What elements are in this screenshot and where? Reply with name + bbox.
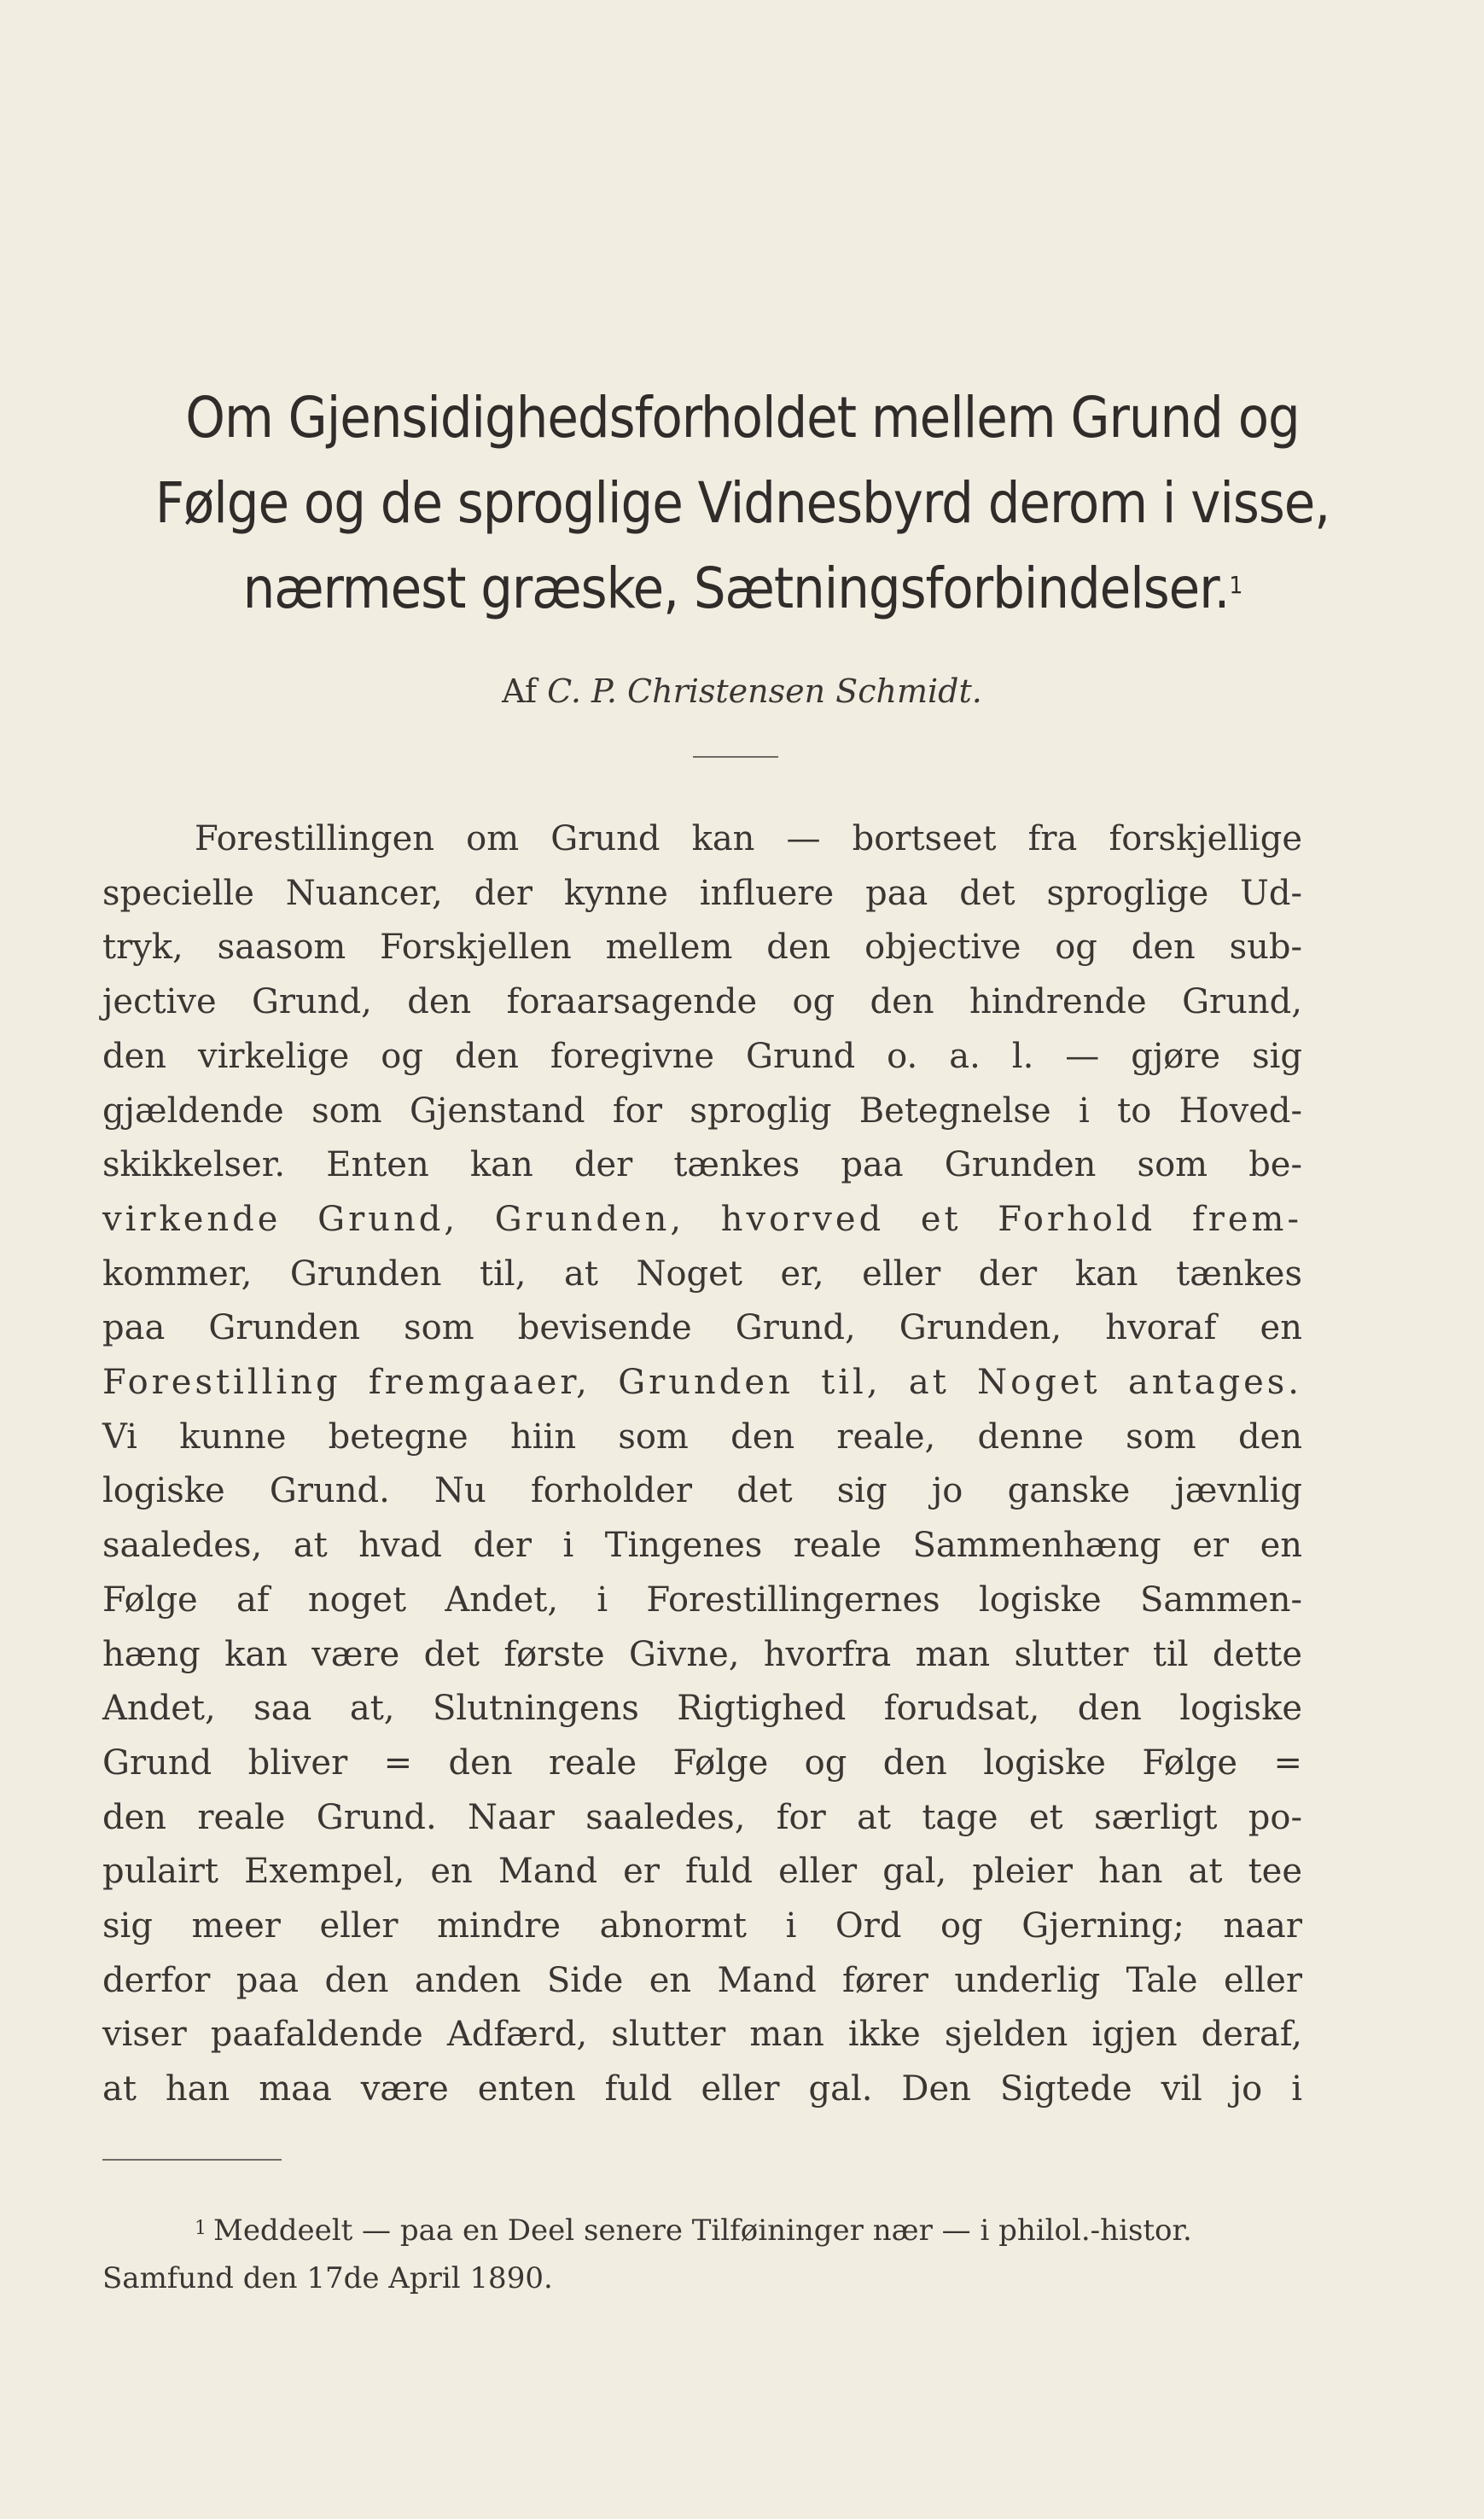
body-line: Forestilling fremgaaer, Grunden til, at Noget antages. bbox=[102, 1363, 1302, 1403]
title-line: Følge og de sproglige Vidnesbyrd derom i visse, bbox=[154, 470, 1330, 536]
article-title bbox=[102, 375, 1382, 631]
title-line: Om Gjensidighedsforholdet mellem Grund og bbox=[185, 385, 1300, 451]
body-line: Forestillingen om Grund kan — bortseet fra forskjellige bbox=[195, 819, 1302, 858]
body-line: viser paafaldende Adfærd, slutter man ikke sjelden igjen deraf, bbox=[102, 2015, 1302, 2055]
body-line: virkende Grund, Grunden, hvorved et Forhold frem- bbox=[102, 1199, 1302, 1239]
byline bbox=[0, 666, 1484, 717]
title-line bbox=[102, 546, 1382, 631]
body-line: derfor paa den anden Side en Mand fører underlig Tale eller bbox=[102, 1960, 1302, 2000]
title-divider bbox=[693, 756, 778, 758]
body-line: logiske Grund. Nu forholder det sig jo ganske jævnlig bbox=[102, 1471, 1302, 1511]
body-line: pulairt Exempel, en Mand er fuld eller gal, pleier han at tee bbox=[102, 1852, 1302, 1892]
title-line-text: nærmest græske, Sætningsforbindelser. bbox=[242, 556, 1230, 621]
byline-prefix: Af bbox=[502, 672, 538, 710]
author-name: C. P. Christensen Schmidt. bbox=[547, 672, 982, 710]
footnote-line bbox=[102, 2207, 1302, 2254]
body-line: saaledes, at hvad der i Tingenes reale Sammenhæng er en bbox=[102, 1526, 1302, 1566]
body-line: specielle Nuancer, der kynne influere paa det sproglige Ud- bbox=[102, 873, 1302, 913]
body-text bbox=[102, 812, 1302, 2117]
body-line: Følge af noget Andet, i Forestillingernes logiske Sammen- bbox=[102, 1579, 1302, 1620]
footnote-line: Samfund den 17de April 1890. bbox=[102, 2261, 553, 2295]
footnote bbox=[102, 2207, 1302, 2302]
body-line: kommer, Grunden til, at Noget er, eller der kan tænkes bbox=[102, 1254, 1302, 1294]
body-line: Andet, saa at, Slutningens Rigtighed forudsat, den logiske bbox=[102, 1689, 1302, 1729]
title-footnote-marker: 1 bbox=[1229, 571, 1242, 599]
body-line: den virkelige og den foregivne Grund o. a. l. — gjøre sig bbox=[102, 1036, 1302, 1076]
body-line: at han maa være enten fuld eller gal. Den Sigtede vil jo i bbox=[102, 2069, 1302, 2109]
body-line: skikkelser. Enten kan der tænkes paa Grunden som be- bbox=[102, 1145, 1302, 1185]
body-line: Grund bliver = den reale Følge og den logiske Følge = bbox=[102, 1742, 1302, 1783]
body-line: hæng kan være det første Givne, hvorfra man slutter til dette bbox=[102, 1634, 1302, 1674]
body-line: tryk, saasom Forskjellen mellem den objective og den sub- bbox=[102, 928, 1302, 968]
body-line: jective Grund, den foraarsagende og den hindrende Grund, bbox=[102, 982, 1302, 1022]
footnote-divider bbox=[102, 2159, 282, 2161]
body-line: paa Grunden som bevisende Grund, Grunden, hvoraf en bbox=[102, 1308, 1302, 1348]
body-line: gjældende som Gjenstand for sproglig Betegnelse i to Hoved- bbox=[102, 1091, 1302, 1131]
body-line: Vi kunne betegne hiin som den reale, denne som den bbox=[102, 1417, 1302, 1457]
body-line: sig meer eller mindre abnormt i Ord og Gjerning; naar bbox=[102, 1906, 1302, 1946]
footnote-marker: 1 bbox=[195, 2218, 207, 2239]
footnote-text: Meddeelt — paa en Deel senere Tilføininger nær — i philol.-histor. bbox=[213, 2214, 1192, 2248]
body-line: den reale Grund. Naar saaledes, for at tage et særligt po- bbox=[102, 1797, 1302, 1837]
